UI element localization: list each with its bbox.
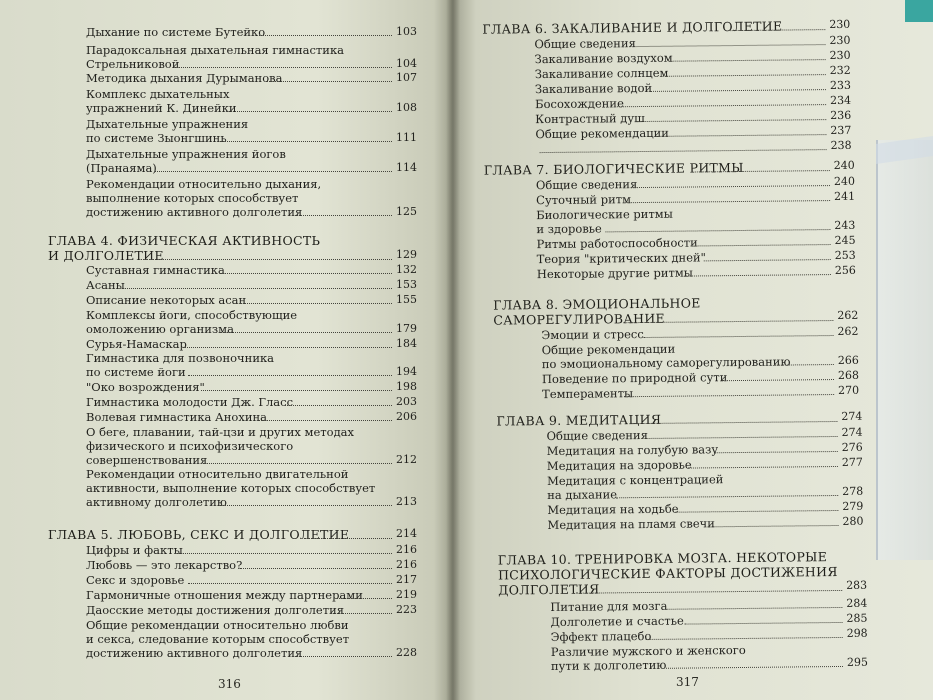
leader-dots bbox=[625, 200, 830, 203]
toc-entry bbox=[86, 618, 349, 660]
toc-entry bbox=[542, 340, 791, 371]
toc-entry bbox=[535, 96, 624, 111]
toc-entry bbox=[86, 380, 205, 394]
leader-dots bbox=[292, 215, 393, 216]
entry-title-line: Асаны bbox=[86, 278, 125, 292]
leader-dots bbox=[123, 288, 393, 289]
toc-entry bbox=[550, 599, 667, 614]
leader-dots bbox=[643, 335, 834, 338]
toc-entry bbox=[86, 293, 246, 307]
leader-dots bbox=[220, 141, 392, 142]
toc-entry bbox=[542, 386, 633, 401]
toc-entry bbox=[551, 643, 746, 673]
page-ref: 268 bbox=[837, 368, 860, 382]
chapter-title-line: ГЛАВА 5. ЛЮБОВЬ, СЕКС И ДОЛГОЛЕТИЕ bbox=[48, 527, 350, 542]
toc-entry bbox=[86, 263, 225, 277]
chapter-title-line: ГЛАВА 6. ЗАКАЛИВАНИЕ И ДОЛГОЛЕТИЕ bbox=[482, 18, 783, 37]
entry-title-line: Босохождение bbox=[535, 96, 624, 112]
entry-title-line: Рекомендации относительно двигательной bbox=[86, 467, 349, 481]
toc-entry bbox=[535, 81, 652, 96]
entry-title-line: омоложению организма bbox=[86, 322, 234, 336]
leader-dots bbox=[337, 598, 392, 599]
page-ref: 274 bbox=[841, 425, 863, 439]
toc-entry bbox=[86, 558, 242, 572]
page-ref: 237 bbox=[830, 123, 852, 138]
entry-title-line: Суставная гимнастика bbox=[86, 263, 225, 277]
page-ref: 262 bbox=[837, 308, 859, 322]
leader-dots bbox=[634, 421, 838, 424]
entry-title-line: Дыхательные упражнения йогов bbox=[86, 147, 286, 161]
page-ref: 228 bbox=[396, 646, 417, 659]
leader-dots bbox=[684, 274, 831, 277]
page-ref: 298 bbox=[846, 626, 868, 640]
toc-entry bbox=[86, 177, 321, 219]
page-ref: 184 bbox=[396, 337, 417, 350]
toc-entry bbox=[551, 629, 652, 644]
leader-dots bbox=[656, 134, 826, 137]
page-ref: 240 bbox=[833, 174, 855, 189]
page-ref: 114 bbox=[396, 161, 417, 174]
entry-title-line: Комплексы йоги, способствующие bbox=[86, 308, 298, 322]
chapter-title-line: ГЛАВА 8. ЭМОЦИОНАЛЬНОЕ bbox=[493, 295, 701, 313]
entry-title-line: Закаливание воздухом bbox=[534, 50, 673, 67]
entry-title-line: по эмоциональному саморегулированию bbox=[541, 354, 791, 372]
entry-title-line: по системе йоги bbox=[86, 365, 186, 379]
entry-title-line: на дыхание bbox=[547, 487, 618, 503]
entry-title-line: Медитация на пламя свечи bbox=[547, 516, 715, 533]
page-ref: 107 bbox=[396, 71, 417, 84]
leader-dots bbox=[259, 35, 392, 36]
toc-entry bbox=[534, 36, 636, 51]
page-ref: 219 bbox=[396, 588, 417, 601]
page-ref: 266 bbox=[837, 353, 859, 367]
page-ref: 295 bbox=[846, 655, 869, 669]
entry-title-line: Медитация на ходьбе bbox=[547, 501, 679, 518]
toc-entry bbox=[547, 516, 715, 532]
page-ref: 285 bbox=[846, 611, 868, 625]
leader-dots bbox=[685, 622, 843, 625]
chapter-heading bbox=[484, 160, 744, 178]
entry-title-line: Общие рекомендации относительно любви bbox=[86, 618, 349, 632]
toc-entry bbox=[535, 111, 645, 126]
leader-dots bbox=[175, 67, 393, 68]
chapter-title-line: ГЛАВА 10. ТРЕНИРОВКА МОЗГА. НЕКОТОРЫЕ bbox=[497, 549, 828, 568]
entry-title-line: Любовь — это лекарство? bbox=[86, 558, 243, 572]
toc-entry bbox=[86, 395, 293, 409]
page-ref: 104 bbox=[396, 57, 417, 70]
leader-dots bbox=[649, 89, 826, 92]
leader-dots bbox=[240, 303, 393, 304]
page-ref: 232 bbox=[829, 63, 851, 78]
leader-dots bbox=[629, 44, 825, 47]
entry-title-line: Долголетие и счастье bbox=[550, 613, 684, 630]
leader-dots bbox=[617, 104, 826, 107]
leader-dots bbox=[624, 394, 834, 397]
leader-dots bbox=[642, 436, 838, 439]
toc-entry bbox=[86, 603, 344, 617]
toc-entry bbox=[86, 588, 363, 602]
entry-title-line: Теория "критических дней" bbox=[536, 250, 707, 267]
toc-entry bbox=[535, 66, 669, 81]
entry-title-line: Различие мужского и женского bbox=[550, 642, 746, 660]
page-ref: 284 bbox=[846, 596, 868, 610]
toc-entry bbox=[547, 458, 692, 474]
page-ref: 276 bbox=[841, 440, 863, 454]
entry-title-line: Парадоксальная дыхательная гимнастика bbox=[86, 43, 344, 57]
page-ref: 230 bbox=[829, 33, 851, 48]
toc-entry bbox=[537, 250, 706, 266]
leader-dots bbox=[721, 379, 834, 381]
entry-title-line: Эффект плацебо bbox=[550, 628, 652, 645]
entry-title-line: совершенствования bbox=[86, 453, 208, 467]
leader-dots bbox=[227, 111, 393, 112]
page-ref: 280 bbox=[842, 514, 864, 528]
entry-title-line: выполнение которых способствует bbox=[86, 191, 299, 205]
toc-entry bbox=[86, 573, 184, 587]
page-number-left: 316 bbox=[218, 677, 241, 691]
leader-dots bbox=[713, 451, 838, 453]
toc-entry bbox=[547, 442, 719, 458]
leader-dots bbox=[675, 510, 839, 513]
entry-title-line: Дыхательные упражнения bbox=[86, 117, 249, 131]
entry-title-line: и секса, следование которым способствует bbox=[86, 632, 350, 646]
entry-title-line: Волевая гимнастика Анохина bbox=[86, 410, 268, 424]
page-ref: 253 bbox=[834, 248, 856, 263]
page-ref: 243 bbox=[834, 218, 856, 233]
entry-title-line: Общие сведения bbox=[546, 427, 649, 444]
leader-dots bbox=[266, 81, 393, 82]
page-ref: 132 bbox=[396, 263, 417, 276]
leader-dots bbox=[181, 347, 392, 348]
entry-title-line: Рекомендации относительно дыхания, bbox=[86, 177, 322, 191]
page-ref: 274 bbox=[841, 409, 863, 423]
toc-entry bbox=[86, 467, 375, 509]
leader-dots bbox=[695, 170, 830, 172]
entry-title-line: пути к долголетию bbox=[550, 657, 667, 673]
entry-title-line: Ритмы работоспособности bbox=[536, 235, 698, 252]
page-ref: 216 bbox=[396, 543, 417, 556]
page-ref: 198 bbox=[396, 380, 417, 393]
entry-title-line: физического и психофизического bbox=[86, 439, 294, 453]
leader-dots bbox=[773, 364, 834, 366]
entry-title-line: Закаливание солнцем bbox=[534, 65, 669, 82]
entry-title-line: Биологические ритмы bbox=[536, 206, 673, 223]
leader-dots bbox=[646, 637, 843, 640]
page-ref: 230 bbox=[829, 48, 851, 63]
leader-dots bbox=[703, 259, 831, 261]
leader-dots bbox=[687, 466, 838, 469]
toc-entry bbox=[536, 192, 631, 207]
toc-entry bbox=[86, 278, 125, 292]
leader-dots bbox=[188, 375, 393, 376]
entry-title-line: Гимнастика для позвоночника bbox=[86, 351, 275, 365]
entry-title-line: Поведение по природной сути bbox=[541, 370, 728, 387]
leader-dots bbox=[665, 607, 843, 610]
page-ref: 212 bbox=[396, 453, 417, 466]
leader-dots bbox=[155, 171, 392, 172]
leader-dots bbox=[331, 613, 393, 614]
page-ref: 103 bbox=[396, 25, 417, 38]
page-ref: 241 bbox=[834, 189, 856, 204]
leader-dots bbox=[637, 119, 827, 122]
entry-title-line: (Пранаяма) bbox=[86, 161, 157, 175]
page-ref: 234 bbox=[830, 93, 852, 108]
toc-entry bbox=[86, 425, 354, 467]
entry-title-line: Медитация на голубую вазу bbox=[546, 442, 719, 459]
leader-dots bbox=[540, 149, 827, 153]
page-ref: 223 bbox=[396, 603, 417, 616]
entry-title-line: Гимнастика молодости Дж. Гласс bbox=[86, 395, 294, 409]
entry-title-line: Даосские методы достижения долголетия bbox=[86, 603, 344, 617]
page-ref: 233 bbox=[829, 78, 851, 93]
entry-title-line: Дыхание по системе Бутейко bbox=[86, 25, 266, 39]
entry-title-line: Общие рекомендации bbox=[541, 341, 676, 358]
entry-title-line: Закаливание водой bbox=[534, 80, 653, 97]
leader-dots bbox=[292, 656, 393, 657]
toc-entry bbox=[86, 25, 265, 39]
toc-entry bbox=[86, 71, 282, 85]
page-ref: 256 bbox=[834, 263, 856, 278]
toc-entry bbox=[536, 177, 638, 192]
entry-title-line: О беге, плавании, тай-цзи и других методах bbox=[86, 425, 354, 439]
leader-dots bbox=[631, 185, 830, 188]
entry-title-line: Секс и здоровье bbox=[86, 573, 185, 587]
entry-title-line: Гармоничные отношения между партнерами bbox=[86, 588, 363, 602]
leader-dots bbox=[220, 273, 392, 274]
page-ref: 111 bbox=[396, 131, 417, 144]
leader-dots bbox=[285, 405, 392, 406]
chapter-heading bbox=[482, 19, 782, 37]
page-ref: 277 bbox=[841, 455, 863, 469]
leader-dots bbox=[201, 463, 393, 464]
page-ref: 270 bbox=[838, 383, 860, 397]
page-ref: 203 bbox=[396, 395, 417, 408]
page-ref: 279 bbox=[842, 499, 864, 513]
page-ref: 278 bbox=[842, 484, 864, 498]
page-ref: 236 bbox=[830, 108, 852, 123]
leader-dots bbox=[240, 568, 393, 569]
chapter-title-line: САМОРЕГУЛИРОВАНИЕ bbox=[493, 310, 666, 328]
page-ref: 283 bbox=[846, 578, 868, 592]
page-ref: 179 bbox=[396, 322, 417, 335]
toc-entry bbox=[546, 428, 648, 443]
toc-entry bbox=[542, 370, 727, 386]
leader-dots bbox=[669, 59, 826, 62]
page-ref: 213 bbox=[396, 495, 417, 508]
toc-entry bbox=[550, 614, 683, 629]
page-ref: 129 bbox=[396, 248, 417, 261]
entry-title-line: активности, выполнение которых способствует bbox=[86, 481, 376, 495]
entry-title-line: Общие сведения bbox=[535, 177, 638, 193]
page-ref: 230 bbox=[829, 17, 851, 32]
page-ref: 214 bbox=[396, 527, 417, 540]
toc-entry bbox=[535, 51, 673, 66]
page-ref: 194 bbox=[396, 365, 417, 378]
page-ref: 238 bbox=[830, 138, 852, 153]
leader-dots bbox=[304, 538, 392, 539]
entry-title-line: Описание некоторых асан bbox=[86, 293, 247, 307]
plastic-clip bbox=[876, 140, 933, 560]
entry-title-line: и здоровье bbox=[536, 221, 602, 237]
chapter-title-line: ДОЛГОЛЕТИЯ bbox=[498, 581, 600, 598]
chapter-title-line: ГЛАВА 4. ФИЗИЧЕСКАЯ АКТИВНОСТЬ bbox=[48, 233, 321, 248]
page-ref: 240 bbox=[833, 158, 855, 173]
entry-title-line: Общие сведения bbox=[534, 36, 636, 52]
chapter-heading bbox=[493, 295, 701, 327]
entry-title-line: Общие рекомендации bbox=[535, 125, 670, 142]
left-page-content bbox=[0, 0, 452, 700]
page-ref: 245 bbox=[834, 233, 856, 248]
entry-title-line: достижению активного долголетия bbox=[86, 205, 303, 219]
entry-title-line: Методика дыхания Дурыманова bbox=[86, 71, 283, 85]
toc-entry bbox=[547, 502, 678, 517]
toc-entry bbox=[86, 543, 183, 557]
page-ref: 217 bbox=[396, 573, 417, 586]
page-ref: 262 bbox=[837, 324, 859, 338]
entry-title-line: Стрельниковой bbox=[86, 57, 180, 71]
leader-dots bbox=[188, 583, 393, 584]
right-page-content bbox=[452, 0, 933, 700]
entry-title-line: упражнений К. Динейки bbox=[86, 101, 237, 115]
page-ref: 216 bbox=[396, 558, 417, 571]
entry-title-line: Суточный ритм bbox=[536, 192, 632, 208]
chapter-title-line: И ДОЛГОЛЕТИЕ bbox=[48, 248, 164, 263]
toc-entry bbox=[541, 327, 643, 342]
toc-entry bbox=[86, 337, 187, 351]
leader-dots bbox=[708, 525, 839, 527]
leader-dots bbox=[220, 505, 392, 506]
chapter-title-line: ГЛАВА 7. БИОЛОГИЧЕСКИЕ РИТМЫ bbox=[483, 159, 744, 178]
leader-dots bbox=[662, 74, 826, 77]
entry-title-line: активному долголетию bbox=[86, 495, 227, 509]
entry-title-line: достижению активного долголетия bbox=[86, 646, 303, 660]
toc-entry bbox=[86, 410, 267, 424]
entry-title-line: "Око возрождения" bbox=[86, 380, 205, 394]
page-ref: 108 bbox=[396, 101, 417, 114]
entry-title-line: Цифры и факты bbox=[86, 543, 183, 557]
toc-entry bbox=[86, 87, 237, 115]
chapter-title-line: ПСИХОЛОГИЧЕСКИЕ ФАКТОРЫ ДОСТИЖЕНИЯ bbox=[497, 563, 838, 583]
entry-title-line: Медитация на здоровье bbox=[546, 457, 692, 474]
leader-dots bbox=[690, 244, 831, 246]
book-cover-corner bbox=[905, 0, 933, 22]
entry-title-line: Темпераменты bbox=[542, 386, 634, 402]
right-page bbox=[452, 0, 933, 700]
entry-title-line: по системе Зыонгшинь bbox=[86, 131, 227, 145]
toc-entry bbox=[537, 265, 693, 281]
entry-title-line: Сурья-Намаскар bbox=[86, 337, 187, 351]
page-ref: 155 bbox=[396, 293, 417, 306]
page-number-right: 317 bbox=[676, 675, 699, 689]
entry-title-line: Эмоции и стресс bbox=[541, 327, 644, 343]
leader-dots bbox=[141, 259, 392, 260]
toc-entry bbox=[535, 126, 669, 141]
leader-dots bbox=[175, 553, 393, 554]
chapter-heading bbox=[48, 527, 349, 542]
entry-title-line: Некоторые другие ритмы bbox=[536, 265, 694, 282]
page-ref: 125 bbox=[396, 205, 417, 218]
entry-title-line: Медитация с концентрацией bbox=[546, 472, 724, 489]
page-ref: 153 bbox=[396, 278, 417, 291]
leader-dots bbox=[259, 420, 392, 421]
entry-title-line: Комплекс дыхательных bbox=[86, 87, 230, 101]
chapter-title-line: ГЛАВА 9. МЕДИТАЦИЯ bbox=[496, 411, 662, 429]
leader-dots bbox=[220, 332, 392, 333]
entry-title-line: Контрастный душ bbox=[535, 110, 645, 127]
page-ref: 206 bbox=[396, 410, 417, 423]
chapter-heading bbox=[496, 412, 661, 429]
entry-title-line: Питание для мозга bbox=[550, 598, 668, 615]
toc-entry bbox=[536, 235, 697, 251]
leader-dots bbox=[201, 390, 393, 391]
